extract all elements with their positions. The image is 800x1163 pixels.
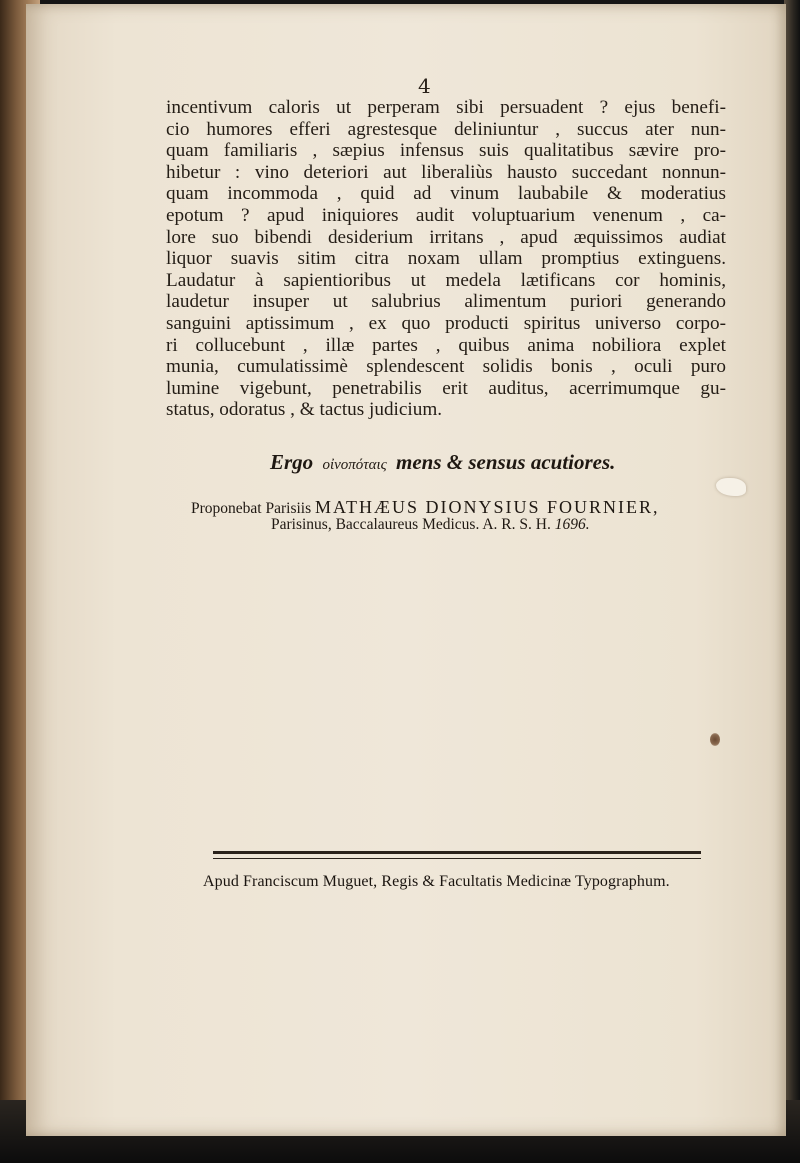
text-line: quam incommoda , quid ad vinum laubabile & moderatius	[166, 183, 726, 205]
text-line: sanguini aptissimum , ex quo producti spiritus universo corpo-	[166, 312, 726, 334]
conclusion-ergo: Ergo	[270, 450, 314, 474]
text-line: Laudatur à sapientioribus ut medela lætificans cor hominis,	[166, 269, 726, 291]
proponent-name: MATHÆUS DIONYSIUS FOURNIER,	[315, 497, 660, 517]
facing-page-edge	[784, 0, 800, 1163]
proponent-line	[191, 497, 660, 518]
proponent-year: 1696.	[554, 516, 590, 533]
text-line-last: status, odoratus , & tactus judicium.	[166, 399, 443, 421]
text-line: incentivum caloris ut perperam sibi persuadent ? ejus benefi-	[166, 97, 726, 118]
body-paragraph	[166, 97, 726, 421]
thesis-conclusion	[270, 450, 615, 475]
text-line: liquor suavis sitim citra noxam ullam promptius extinguens.	[166, 248, 726, 270]
text-line: quam familiaris , sæpius infensus suis qualitatibus sævire pro-	[166, 140, 726, 162]
text-line: lumine vigebunt, penetrabilis erit auditus, acerrimumque gu-	[166, 377, 726, 399]
text-line: munia, cumulatissimè splendescent solidis bonis , oculi puro	[166, 356, 726, 378]
text-line: lore suo bibendi desiderium irritans , apud æquissimos audiat	[166, 226, 726, 248]
text-line: epotum ? apud iniquiores audit voluptuarium venenum , ca-	[166, 204, 726, 226]
conclusion-rest: mens & sensus acutiores.	[396, 450, 616, 474]
text-line: ri collucebunt , illæ partes , quibus anima nobiliora explet	[166, 334, 726, 356]
conclusion-greek-word: οἰνοπόταις	[322, 457, 387, 473]
proponent-credentials	[271, 516, 590, 534]
printer-imprint: Apud Franciscum Muguet, Regis & Facultatis Medicinæ Typographum.	[203, 873, 670, 890]
text-line: cio humores efferi agrestesque deliniuntur , succus ater nun-	[166, 118, 726, 140]
page-number: 4	[418, 74, 431, 98]
proponent-title: Parisinus, Baccalaureus Medicus. A. R. S. H.	[271, 516, 551, 533]
ink-stain	[710, 733, 720, 746]
printer-rule-thin	[213, 858, 701, 859]
text-line: laudetur insuper ut salubrius alimentum puriori generando	[166, 291, 726, 313]
printer-rule-thick	[213, 851, 701, 854]
proponent-prefix: Proponebat Parisiis	[191, 500, 312, 517]
text-line: hibetur : vino deteriori aut liberaliùs hausto succedant nonnun-	[166, 161, 726, 183]
